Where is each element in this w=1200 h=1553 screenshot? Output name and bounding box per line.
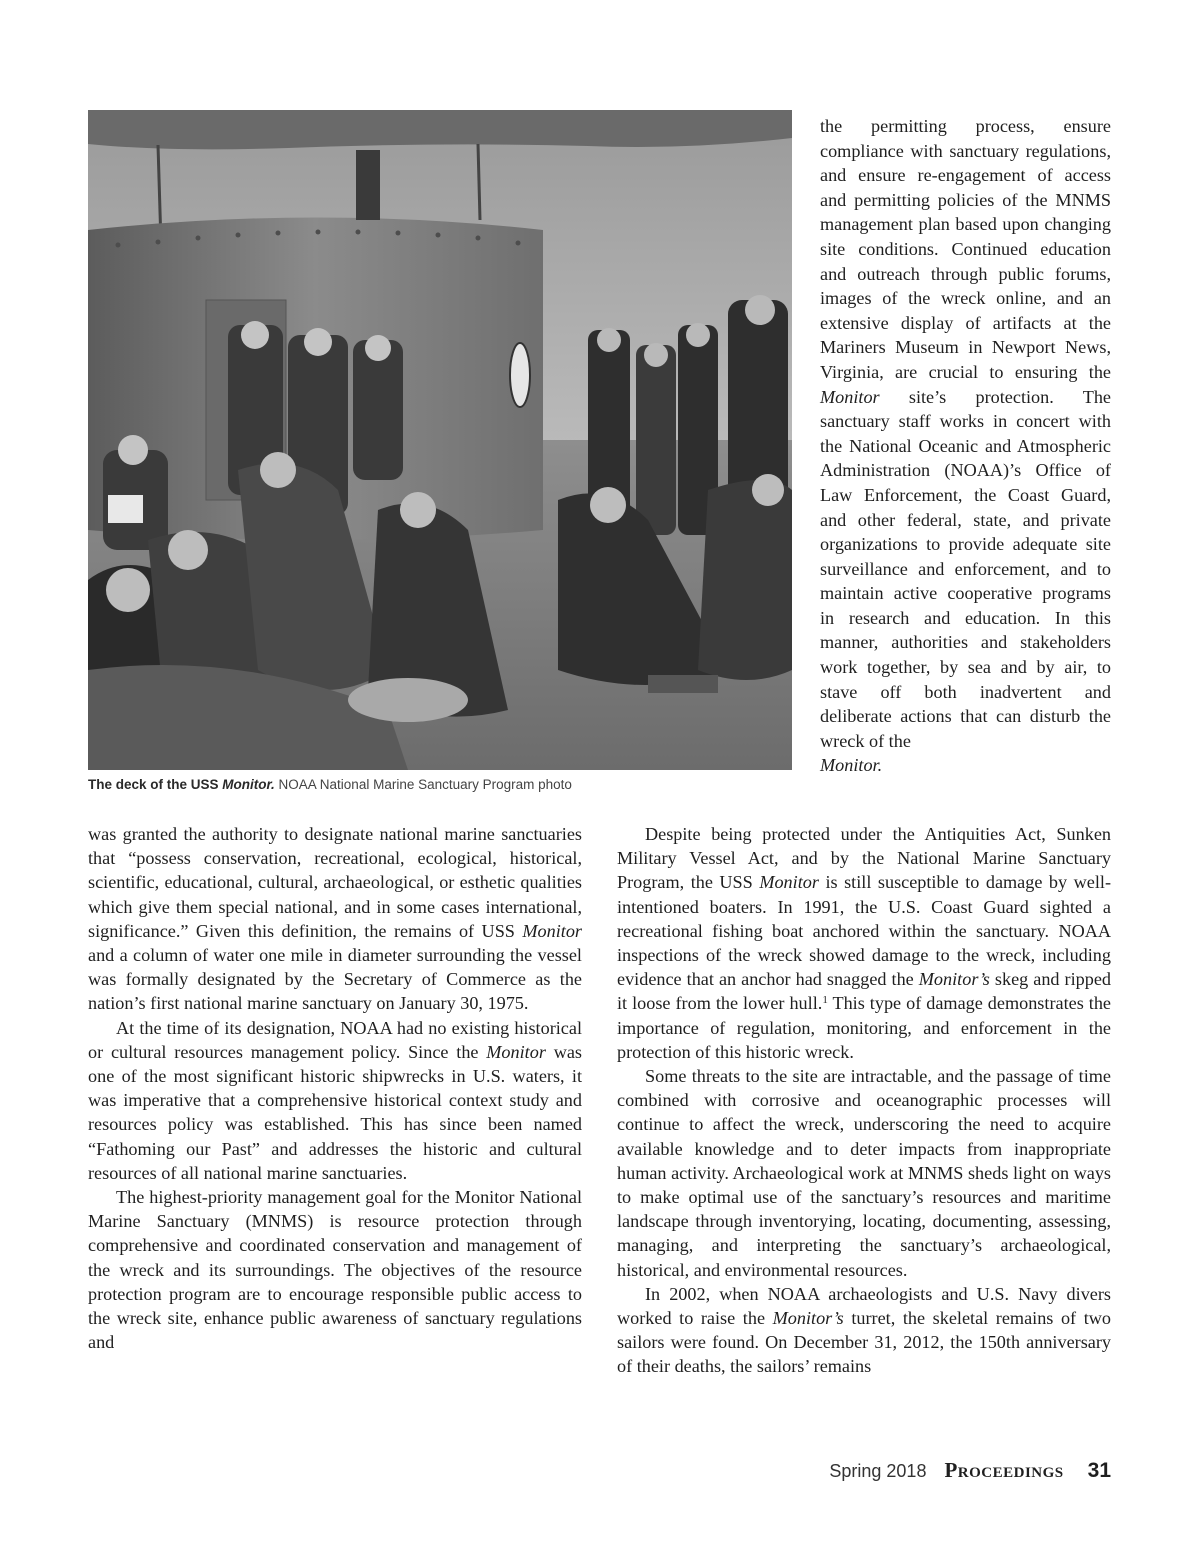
paragraph: Some threats to the site are intractable, and the passage of time combined with corrosive and oceanographic processes will continue to affect the wreck, underscoring the need to acquire available knowledge and to deter impacts from inappropriate human activity. Archaeological work at MNMS sheds light on ways to make optimal use of the sanctuary’s resources and maritime landscape through inventorying, locating, documenting, assessing, managing, and interpreting the sanctuary’s archaeological, historical, and environmental resources. [617,1066,1111,1280]
text-run: skeg and ripped it loose from the lower hull. [617,969,1112,1014]
issue-season: Spring 2018 [829,1461,927,1481]
text-run: is still susceptible to damage by well-intentioned boaters. In 1991, the U.S. Coast Guard sighted a recreational fishing boat anchored within the sanctuary. NOAA inspections of the wreck showed damage to the wreck, including evidence that an anchor had snagged the [617,872,1112,990]
ship-name: Monitor [486,1041,546,1062]
photo-caption [88,777,792,792]
ship-name: Monitor [820,386,880,407]
deck-photo [88,110,792,770]
ship-name: Monitor [522,920,582,941]
right-column [617,822,1111,1379]
ship-deck-photo-icon [88,110,792,770]
text-run: was one of the most significant historic shipwrecks in U.S. waters, it was imperative that a comprehensive historical context study and resources policy was established. This has since been named “Fathoming our Past” and addresses the historic and cultural resources of all national marine sanctuaries. [88,1041,582,1183]
paragraph [88,822,582,1016]
text-run: site’s protection. The sanctuary staff works in concert with the National Oceanic and Atmospheric Administration (NOAA)’s Office of Law Enforcement, the Coast Guard, and other federal, state, and private organizations to provide adequate site surveillance and enforcement, and to maintain active cooperative programs in research and education. In this manner, authorities and stakeholders work together, by sea and by air, to stave off both inadvertent and deliberate actions that can disturb the wreck of the [820,386,1111,751]
text-run: was granted the authority to designate national marine sanctuaries that “possess conservation, recreational, ecological, historical, scientific, educational, cultural, archaeological, or esthetic qualities which give them special national, and in some cases international, significance.” Given this definition, the remains of USS [88,824,582,941]
text-run: the permitting process, ensure compliance with sanctuary regulations, and ensure re-engagement of access and permitting policies of the MNMS management plan based upon changing site conditions. Continued education and outreach through public forums, images of the wreck online, and an extensive display of artifacts at the Mariners Museum in Newport News, Virginia, are crucial to ensuring the [820,116,1111,382]
footnote-ref[interactable]: 1 [822,994,828,1007]
text-run: At the time of its designation, NOAA had no existing historical or cultural resources management policy. Since the [88,1017,582,1062]
left-column [88,822,582,1354]
caption-title: The deck of the USS [88,777,223,792]
paragraph: The highest-priority management goal for the Monitor National Marine Sanctuary (MNMS) is resource protection through comprehensive and coordinated conservation and management of the wreck and its surroundings. The objectives of the resource protection program are to encourage responsible public access to the wreck site, enhance public awareness of sanctuary regulations and [88,1187,582,1353]
page-number: 31 [1087,1459,1111,1482]
right-column-upper [820,114,1111,778]
caption-credit: NOAA National Marine Sanctuary Program photo [274,777,572,792]
paragraph [88,1016,582,1185]
text-run: Despite being protected under the Antiquities Act, Sunken Military Vessel Act, and by the National Marine Sanctuary Program, the USS [617,824,1111,893]
paragraph [820,114,1111,778]
paragraph [617,822,1111,1064]
text-run: and a column of water one mile in diameter surrounding the vessel was formally designated by the Secretary of Commerce as the nation’s first national marine sanctuary on January 30, 1975. [88,945,582,1014]
text-run: turret, the skeletal remains of two sailors were found. On December 31, 2012, the 150th anniversary of their deaths, the sailors’ remains [617,1308,1111,1377]
ship-name: Monitor. [820,755,883,776]
page-footer [700,1458,1111,1488]
ship-name: Monitor [759,872,819,893]
journal-title: Proceedings [944,1458,1064,1482]
ship-name: Monitor’s [918,969,990,990]
ship-name: Monitor’s [772,1308,844,1329]
text-run: This type of damage demonstrates the importance of regulation, monitoring, and enforcement in the protection of this historic wreck. [617,993,1111,1062]
paragraph [617,1282,1111,1379]
text-run: In 2002, when NOAA archaeologists and U.S. Navy divers worked to raise the [617,1283,1111,1329]
caption-ship-name: Monitor. [222,777,275,792]
